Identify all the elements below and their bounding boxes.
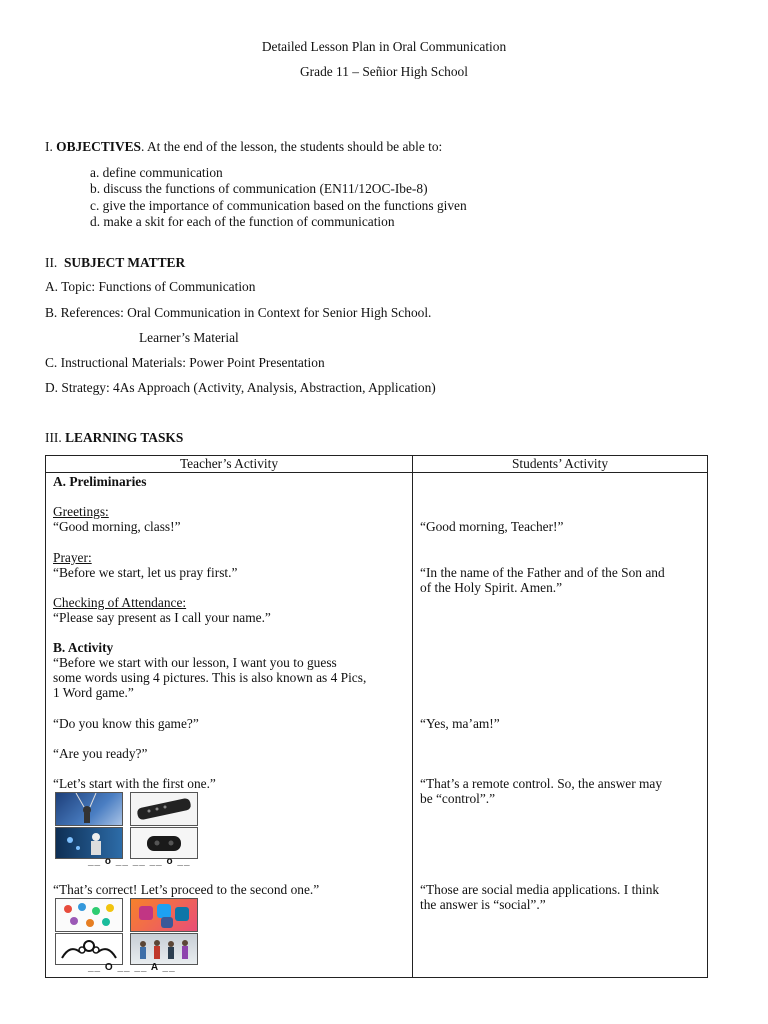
greetings-text: “Good morning, class!” [53,519,181,534]
greetings-label: Greetings: [53,504,109,519]
document-title: Detailed Lesson Plan in Oral Communication [261,39,507,54]
objectives-intro: . At the end of the lesson, the students should be able to: [141,139,443,154]
know-game-text: “Do you know this game?” [53,716,199,731]
network-icon [56,899,122,931]
activity-text: “Before we start with our lesson, I want you to guess [53,655,337,670]
subject-strategy: D. Strategy: 4As Approach (Activity, Analysis, Abstraction, Application) [45,380,436,395]
objective-item: d. make a skit for each of the function of communication [90,214,395,229]
subject-topic: A. Topic: Functions of Communication [45,279,256,294]
activity-text: some words using 4 pictures. This is also known as 4 Pics, [53,670,367,685]
app-icons [131,899,197,931]
student-yes: “Yes, ma’am!” [420,716,500,731]
student-greeting: “Good morning, Teacher!” [420,519,564,534]
learning-tasks-heading: LEARNING TASKS [65,430,184,445]
subject-references: B. References: Oral Communication in Context for Senior High School. [45,305,432,320]
person-icon [56,828,122,858]
objectives-heading: OBJECTIVES [56,139,142,154]
objective-item: c. give the importance of communication based on the functions given [90,198,467,213]
subject-matter-number: II. [45,255,58,270]
column-header-teacher: Teacher’s Activity [46,456,413,473]
student-prayer: of the Holy Spirit. Amen.” [420,580,563,595]
people-group-image [130,933,198,965]
student-social-answer: “Those are social media applications. I think [420,882,660,897]
social-apps-image [130,898,198,932]
prayer-label: Prayer: [53,550,92,565]
column-header-students: Students’ Activity [413,456,708,473]
second-one-text: “That’s correct! Let’s proceed to the second one.” [53,882,320,897]
first-one-text: “Let’s start with the first one.” [53,776,216,791]
people-icon [131,934,197,964]
remote-control-image [130,792,198,826]
student-remote-answer: be “control”.” [420,791,496,806]
prayer-text: “Before we start, let us pray first.” [53,565,238,580]
subject-matter-heading-line [45,255,185,271]
learning-tasks-heading-line [45,430,183,446]
gamepad-icon [131,828,197,858]
subject-references-cont: Learner’s Material [139,330,239,345]
teacher-activity-cell [46,473,413,978]
attendance-label: Checking of Attendance: [53,595,187,610]
document-subtitle: Grade 11 – Señior High School [300,64,468,79]
objective-item: a. define communication [90,165,223,180]
students-activity-cell [413,473,708,978]
activity-label: B. Activity [53,640,114,655]
learning-tasks-table [45,455,708,978]
ready-text: “Are you ready?” [53,746,148,761]
business-control-image [55,827,123,859]
puzzle-2-blanks: __ O __ __ A __ [88,962,176,973]
hands-community-image [55,933,123,965]
puppet-strings-image [55,792,123,826]
student-prayer: “In the name of the Father and of the Son and [420,565,665,580]
attendance-text: “Please say present as I call your name.” [53,610,271,625]
puppet-icon [56,793,122,825]
puzzle-1-blanks: __ o __ __ __ o __ [88,856,191,867]
subject-matter-heading: SUBJECT MATTER [63,255,186,270]
student-remote-answer: “That’s a remote control. So, the answer may [420,776,663,791]
learning-tasks-number: III. [45,430,62,445]
social-network-image [55,898,123,932]
subject-materials: C. Instructional Materials: Power Point Presentation [45,355,325,370]
activity-text: 1 Word game.” [53,685,134,700]
student-social-answer: the answer is “social”.” [420,897,546,912]
objectives-heading-line [45,139,442,155]
game-controller-image [130,827,198,859]
objective-item: b. discuss the functions of communication (EN11/12OC-Ibe-8) [90,181,428,196]
remote-icon [131,793,197,825]
preliminaries-label: A. Preliminaries [53,474,147,489]
hands-icon [56,934,122,964]
objectives-number: I. [45,139,53,154]
